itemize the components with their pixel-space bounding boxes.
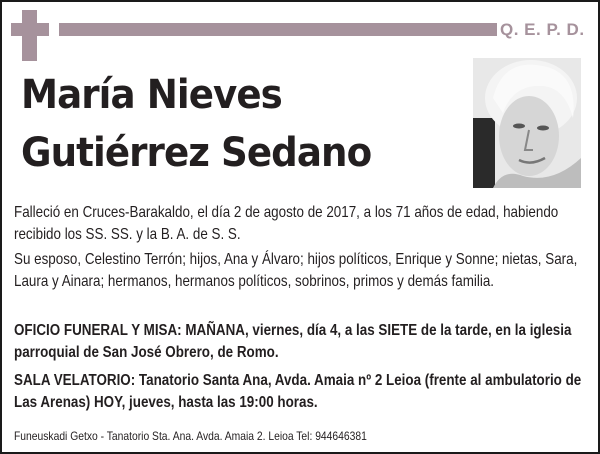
name-line-1: María Nieves (21, 72, 282, 118)
wake-paragraph: SALA VELATORIO: Tanatorio Santa Ana, Avda. Amaia nº 2 Leioa (frente al ambulatorio de Las Arenas) HOY, jueves, hasta las 19:00 horas. (14, 372, 582, 411)
funeral-paragraph: OFICIO FUNERAL Y MISA: MAÑANA, viernes, día 4, a las SIETE de la tarde, en la iglesia parroquial de San José Obrero, de Romo. (14, 322, 572, 361)
qepd-label: Q. E. P. D. (500, 20, 585, 39)
name-line-2: Gutiérrez Sedano (21, 130, 372, 176)
cross-icon-horizontal (11, 23, 49, 36)
header-rule (59, 23, 497, 36)
funeral-home-footer: Funeuskadi Getxo - Tanatorio Sta. Ana. Avda. Amaia 2. Leioa Tel: 944646381 (14, 429, 367, 443)
death-notice-paragraph: Falleció en Cruces-Barakaldo, el día 2 de agosto de 2017, a los 71 años de edad, habiendo recibido los SS. SS. y la B. A. de S. S. (14, 204, 559, 243)
portrait-photo (473, 58, 581, 188)
deceased-name (21, 66, 371, 182)
portrait-image (473, 58, 581, 188)
family-paragraph: Su esposo, Celestino Terrón; hijos, Ana y Álvaro; hijos políticos, Enrique y Sonne; nietas, Sara, Laura y Ainara; hermanos, hermanos políticos, sobrinos, primos y demás familia. (14, 251, 578, 290)
